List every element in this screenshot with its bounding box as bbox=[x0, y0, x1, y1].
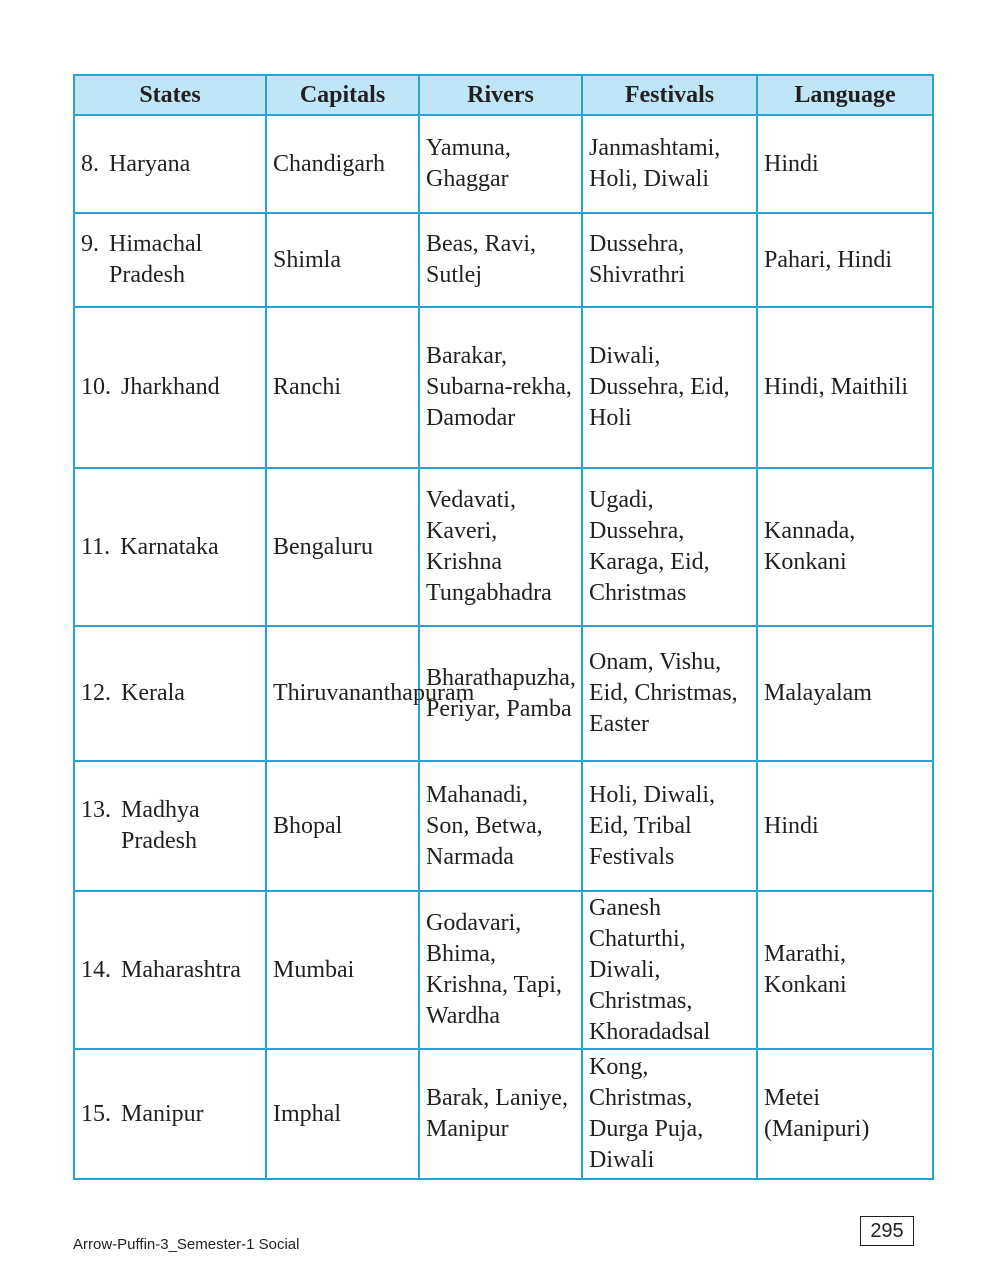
rivers-cell: Bharathapuzha, Periyar, Pamba bbox=[419, 626, 582, 761]
rivers-cell: Mahanadi, Son, Betwa, Narmada bbox=[419, 761, 582, 891]
capital-cell: Imphal bbox=[266, 1049, 419, 1179]
state-name: Haryana bbox=[109, 150, 191, 177]
state-cell bbox=[74, 891, 266, 1049]
capital-cell: Bengaluru bbox=[266, 468, 419, 626]
state-cell bbox=[74, 468, 266, 626]
table-header-row bbox=[74, 75, 933, 115]
state-cell bbox=[74, 307, 266, 468]
table-row bbox=[74, 307, 933, 468]
state-number: 12. bbox=[81, 680, 111, 706]
state-number: 13. bbox=[81, 797, 111, 823]
table-row bbox=[74, 115, 933, 213]
state-number: 10. bbox=[81, 374, 111, 400]
festivals-cell: Ugadi, Dussehra, Karaga, Eid, Christmas bbox=[582, 468, 757, 626]
footer-book-title: Arrow-Puffin-3_Semester-1 Social bbox=[73, 1236, 300, 1253]
state-cell bbox=[74, 626, 266, 761]
state-number: 15. bbox=[81, 1100, 111, 1127]
rivers-cell: Yamuna, Ghaggar bbox=[419, 115, 582, 213]
capital-cell: Ranchi bbox=[266, 307, 419, 468]
state-name: Karnataka bbox=[120, 533, 219, 560]
festivals-cell: Kong, Christmas, Durga Puja, Diwali bbox=[582, 1049, 757, 1179]
state-number: 8. bbox=[81, 150, 99, 177]
header-rivers: Rivers bbox=[419, 75, 582, 115]
capital-cell: Shimla bbox=[266, 213, 419, 307]
state-name: Himachal Pradesh bbox=[109, 231, 203, 288]
table-row bbox=[74, 213, 933, 307]
festivals-cell: Janmashtami, Holi, Diwali bbox=[582, 115, 757, 213]
state-name: Maharashtra bbox=[121, 956, 241, 983]
state-number: 11. bbox=[81, 533, 111, 560]
table-row bbox=[74, 1049, 933, 1179]
rivers-cell: Beas, Ravi, Sutlej bbox=[419, 213, 582, 307]
rivers-cell: Vedavati, Kaveri, Krishna Tungabhadra bbox=[419, 468, 582, 626]
rivers-cell: Barakar, Subarna-rekha, Damodar bbox=[419, 307, 582, 468]
language-cell: Hindi, Maithili bbox=[757, 307, 933, 468]
states-table bbox=[73, 74, 934, 1180]
state-cell bbox=[74, 761, 266, 891]
festivals-cell: Ganesh Chaturthi, Diwali, Christmas, Khoradadsal bbox=[582, 891, 757, 1049]
state-cell bbox=[74, 1049, 266, 1179]
festivals-cell: Onam, Vishu, Eid, Christmas, Easter bbox=[582, 626, 757, 761]
capital-cell: Mumbai bbox=[266, 891, 419, 1049]
language-cell: Hindi bbox=[757, 115, 933, 213]
state-name: Kerala bbox=[121, 680, 185, 706]
header-festivals: Festivals bbox=[582, 75, 757, 115]
language-cell: Kannada, Konkani bbox=[757, 468, 933, 626]
rivers-cell: Barak, Laniye, Manipur bbox=[419, 1049, 582, 1179]
state-number: 14. bbox=[81, 956, 111, 983]
language-cell: Hindi bbox=[757, 761, 933, 891]
festivals-cell: Diwali, Dussehra, Eid, Holi bbox=[582, 307, 757, 468]
language-cell: Metei (Manipuri) bbox=[757, 1049, 933, 1179]
state-cell bbox=[74, 115, 266, 213]
state-number: 9. bbox=[81, 231, 99, 257]
header-capitals: Capitals bbox=[266, 75, 419, 115]
state-cell bbox=[74, 213, 266, 307]
table-row bbox=[74, 468, 933, 626]
capital-cell: Chandigarh bbox=[266, 115, 419, 213]
state-name: Jharkhand bbox=[121, 374, 220, 400]
language-cell: Marathi, Konkani bbox=[757, 891, 933, 1049]
language-cell: Pahari, Hindi bbox=[757, 213, 933, 307]
festivals-cell: Holi, Diwali, Eid, Tribal Festivals bbox=[582, 761, 757, 891]
state-name: Manipur bbox=[121, 1100, 204, 1127]
language-cell: Malayalam bbox=[757, 626, 933, 761]
capital-cell: Bhopal bbox=[266, 761, 419, 891]
page-number: 295 bbox=[860, 1216, 914, 1246]
festivals-cell: Dussehra, Shivrathri bbox=[582, 213, 757, 307]
header-states: States bbox=[74, 75, 266, 115]
capital-cell: Thiruvananthapuram bbox=[266, 626, 419, 761]
table-row bbox=[74, 891, 933, 1049]
state-name: Madhya Pradesh bbox=[121, 797, 200, 854]
table-row bbox=[74, 626, 933, 761]
header-language: Language bbox=[757, 75, 933, 115]
table-row bbox=[74, 761, 933, 891]
rivers-cell: Godavari, Bhima, Krishna, Tapi, Wardha bbox=[419, 891, 582, 1049]
